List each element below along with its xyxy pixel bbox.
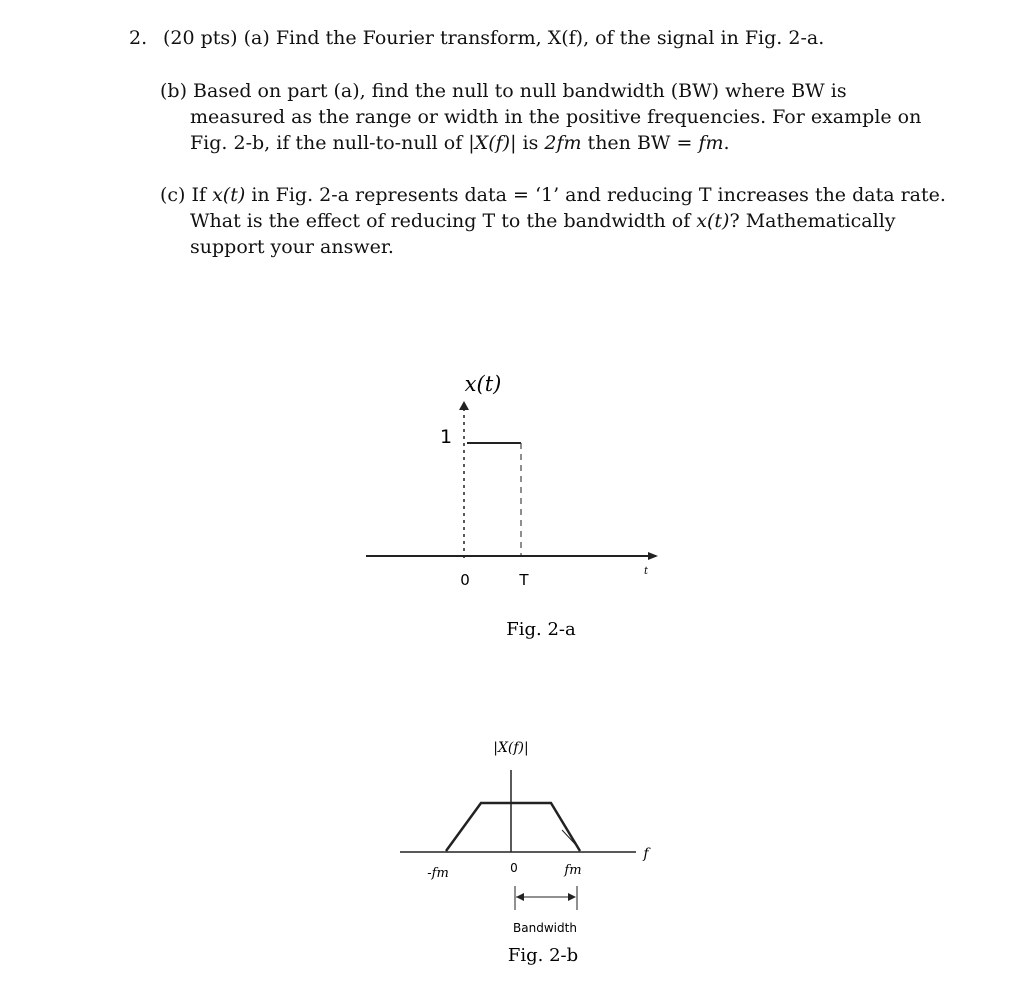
part-c-math-xt-1: x(t) [212,184,246,206]
fig-2b-bw-arrow-left [516,893,524,901]
part-b-math-2fm: 2fm [544,132,582,154]
fig-2a-tick-zero: 0 [460,571,470,589]
part-c-line-3: support your answer. [190,236,394,258]
fig-2b-caption: Fig. 2-b [507,945,579,966]
part-c-math-xt-2: x(t) [696,210,730,232]
part-c-text-2b: ? Mathematically [729,210,896,232]
part-c-text-1b: in Fig. 2-a represents data = ‘1’ and reducing T increases the data rate. [245,184,946,206]
fig-2a-xlabel: t [643,566,649,577]
fig-2a-x-arrow [648,552,658,560]
fig-2b-bw-arrow-right [568,893,576,901]
part-b-text-3a: Fig. 2-b, if the null-to-null of [190,132,469,154]
part-b-label: (b) [160,80,187,102]
question-number: 2. [129,27,148,49]
fig-2a [366,372,658,640]
fig-2b [400,740,651,966]
part-b-text-3d: . [723,132,730,154]
part-c-label: (c) [160,184,186,206]
part-b-math-fm: fm [698,132,724,154]
part-b-text-3b: is [516,132,545,154]
fig-2a-caption: Fig. 2-a [506,619,576,640]
part-b-line-2: measured as the range or width in the positive frequencies. For example on [190,106,922,128]
fig-2a-amplitude-label: 1 [439,426,453,448]
fig-2b-spectrum-shape [446,803,580,851]
part-a-text: (20 pts) (a) Find the Fourier transform, X(f), of the signal in Fig. 2-a. [163,27,825,49]
fig-2b-ylabel: |X(f)| [493,740,529,756]
fig-2a-y-arrow [459,401,469,410]
fig-2b-tick-pos: fm [564,863,582,878]
part-b-text-3c: then BW = [581,132,699,154]
fig-2b-xlabel: f [643,846,649,862]
fig-2b-tick-zero: 0 [510,861,518,875]
part-b-math-xf: |X(f)| [468,132,517,154]
part-c-text-2a: What is the effect of reducing T to the bandwidth of [190,210,697,232]
part-c-text-1a: If [191,184,213,206]
fig-2b-bandwidth-label: Bandwidth [513,921,577,935]
fig-2a-ylabel: x(t) [464,372,502,396]
part-b-text-1: Based on part (a), find the null to null bandwidth (BW) where BW is [193,80,847,102]
fig-2a-tick-T: T [519,571,529,589]
fig-2b-tick-neg: -fm [427,866,449,881]
